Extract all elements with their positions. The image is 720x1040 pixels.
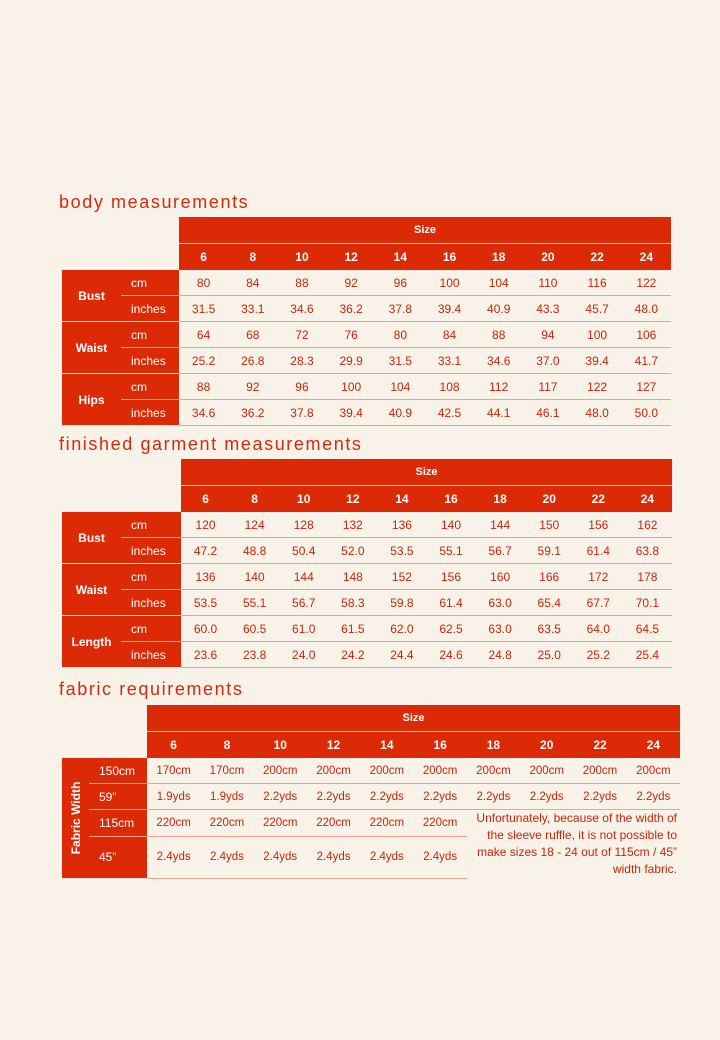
value-cell: 45.7 xyxy=(573,296,622,322)
size-header-24: 24 xyxy=(623,486,672,513)
value-cell: 40.9 xyxy=(376,400,425,426)
value-cell: 124 xyxy=(230,512,279,538)
value-cell: 2.2yds xyxy=(467,784,520,810)
value-cell: 61.5 xyxy=(328,616,377,642)
value-cell: 60.0 xyxy=(181,616,230,642)
size-header-24: 24 xyxy=(627,732,680,759)
size-header-row xyxy=(62,486,672,513)
value-cell: 122 xyxy=(573,374,622,400)
table-row xyxy=(62,270,671,296)
row-label-waist: Waist xyxy=(62,322,121,374)
value-cell: 64.0 xyxy=(574,616,623,642)
size-header-6: 6 xyxy=(147,732,200,759)
size-header-14: 14 xyxy=(376,244,425,271)
value-cell: 2.4yds xyxy=(413,836,466,878)
value-cell: 200cm xyxy=(520,758,573,784)
value-cell: 24.2 xyxy=(328,642,377,668)
fabric-width-0: 150cm xyxy=(89,758,147,784)
value-cell: 120 xyxy=(181,512,230,538)
value-cell: 37.8 xyxy=(376,296,425,322)
value-cell: 152 xyxy=(377,564,426,590)
value-cell: 156 xyxy=(426,564,475,590)
table-row xyxy=(62,538,672,564)
table-row xyxy=(62,642,672,668)
value-cell: 41.7 xyxy=(622,348,671,374)
fabric-width-1: 59” xyxy=(89,784,147,810)
finished-garment-table xyxy=(62,459,672,668)
size-caption: Size xyxy=(179,217,671,244)
section-title-body-measurements: body measurements xyxy=(59,192,250,212)
value-cell: 39.4 xyxy=(425,296,474,322)
size-header-8: 8 xyxy=(200,732,253,759)
size-header-8: 8 xyxy=(230,486,279,513)
value-cell: 25.2 xyxy=(574,642,623,668)
value-cell: 200cm xyxy=(254,758,307,784)
size-header-18: 18 xyxy=(474,244,523,271)
unit-label-inches: inches xyxy=(121,296,179,322)
value-cell: 148 xyxy=(328,564,377,590)
table-row xyxy=(62,758,680,784)
value-cell: 53.5 xyxy=(377,538,426,564)
value-cell: 96 xyxy=(277,374,326,400)
unit-label-inches: inches xyxy=(121,538,181,564)
value-cell: 56.7 xyxy=(279,590,328,616)
table-row xyxy=(62,348,671,374)
size-header-12: 12 xyxy=(328,486,377,513)
value-cell: 200cm xyxy=(413,758,466,784)
value-cell: 220cm xyxy=(147,810,200,837)
size-header-18: 18 xyxy=(467,732,520,759)
row-label-length: Length xyxy=(62,616,121,668)
table-row xyxy=(62,512,672,538)
value-cell: 100 xyxy=(425,270,474,296)
value-cell: 34.6 xyxy=(179,400,228,426)
value-cell: 50.0 xyxy=(622,400,671,426)
fabric-width-3: 45” xyxy=(89,836,147,878)
value-cell: 112 xyxy=(474,374,523,400)
value-cell: 156 xyxy=(574,512,623,538)
size-header-16: 16 xyxy=(426,486,475,513)
size-header-8: 8 xyxy=(228,244,277,271)
value-cell: 65.4 xyxy=(525,590,574,616)
value-cell: 128 xyxy=(279,512,328,538)
value-cell: 59.1 xyxy=(525,538,574,564)
size-caption: Size xyxy=(147,705,680,732)
value-cell: 67.7 xyxy=(574,590,623,616)
value-cell: 24.0 xyxy=(279,642,328,668)
size-header-16: 16 xyxy=(425,244,474,271)
value-cell: 2.2yds xyxy=(413,784,466,810)
value-cell: 29.9 xyxy=(327,348,376,374)
value-cell: 140 xyxy=(426,512,475,538)
fabric-requirements-table xyxy=(62,705,680,879)
value-cell: 24.8 xyxy=(476,642,525,668)
unit-label-cm: cm xyxy=(121,322,179,348)
value-cell: 117 xyxy=(523,374,572,400)
size-header-10: 10 xyxy=(277,244,326,271)
table-row xyxy=(62,616,672,642)
table-row xyxy=(62,374,671,400)
value-cell: 220cm xyxy=(413,810,466,837)
size-header-22: 22 xyxy=(573,244,622,271)
table-row xyxy=(62,400,671,426)
size-header-18: 18 xyxy=(476,486,525,513)
value-cell: 33.1 xyxy=(425,348,474,374)
value-cell: 40.9 xyxy=(474,296,523,322)
value-cell: 39.4 xyxy=(573,348,622,374)
value-cell: 144 xyxy=(279,564,328,590)
row-label-bust: Bust xyxy=(62,270,121,322)
value-cell: 1.9yds xyxy=(200,784,253,810)
value-cell: 200cm xyxy=(360,758,413,784)
value-cell: 162 xyxy=(623,512,672,538)
value-cell: 37.0 xyxy=(523,348,572,374)
value-cell: 59.8 xyxy=(377,590,426,616)
value-cell: 94 xyxy=(523,322,572,348)
size-header-20: 20 xyxy=(523,244,572,271)
value-cell: 88 xyxy=(179,374,228,400)
value-cell: 2.2yds xyxy=(307,784,360,810)
value-cell: 26.8 xyxy=(228,348,277,374)
value-cell: 64.5 xyxy=(623,616,672,642)
unit-label-cm: cm xyxy=(121,374,179,400)
size-header-12: 12 xyxy=(327,244,376,271)
unit-label-cm: cm xyxy=(121,564,181,590)
size-header-22: 22 xyxy=(573,732,626,759)
unit-label-cm: cm xyxy=(121,270,179,296)
value-cell: 63.0 xyxy=(476,590,525,616)
value-cell: 220cm xyxy=(307,810,360,837)
value-cell: 170cm xyxy=(147,758,200,784)
fabric-width-label: Fabric Width xyxy=(68,781,83,855)
size-header-22: 22 xyxy=(574,486,623,513)
value-cell: 62.0 xyxy=(377,616,426,642)
value-cell: 106 xyxy=(622,322,671,348)
size-header-14: 14 xyxy=(360,732,413,759)
value-cell: 2.2yds xyxy=(360,784,413,810)
value-cell: 25.4 xyxy=(623,642,672,668)
fabric-note: Unfortunately, because of the width of the sleeve ruffle, it is not possible to make sizes 18 - 24 out of 115cm / 45” width fabric. xyxy=(476,811,677,876)
value-cell: 76 xyxy=(327,322,376,348)
size-header-10: 10 xyxy=(279,486,328,513)
value-cell: 46.1 xyxy=(523,400,572,426)
value-cell: 63.5 xyxy=(525,616,574,642)
value-cell: 104 xyxy=(474,270,523,296)
value-cell: 70.1 xyxy=(623,590,672,616)
table-row xyxy=(62,590,672,616)
section-title-fabric-requirements: fabric requirements xyxy=(59,679,244,699)
value-cell: 61.0 xyxy=(279,616,328,642)
value-cell: 60.5 xyxy=(230,616,279,642)
value-cell: 72 xyxy=(277,322,326,348)
value-cell: 2.2yds xyxy=(627,784,680,810)
size-header-24: 24 xyxy=(622,244,671,271)
value-cell: 88 xyxy=(277,270,326,296)
value-cell: 24.4 xyxy=(377,642,426,668)
value-cell: 178 xyxy=(623,564,672,590)
value-cell: 92 xyxy=(228,374,277,400)
table-row xyxy=(62,296,671,322)
value-cell: 122 xyxy=(622,270,671,296)
value-cell: 160 xyxy=(476,564,525,590)
value-cell: 100 xyxy=(327,374,376,400)
value-cell: 61.4 xyxy=(574,538,623,564)
value-cell: 34.6 xyxy=(277,296,326,322)
value-cell: 42.5 xyxy=(425,400,474,426)
size-header-6: 6 xyxy=(181,486,230,513)
table-row xyxy=(62,322,671,348)
size-header-row xyxy=(62,732,680,759)
value-cell: 34.6 xyxy=(474,348,523,374)
table-row xyxy=(62,810,680,837)
value-cell: 43.3 xyxy=(523,296,572,322)
unit-label-inches: inches xyxy=(121,642,181,668)
size-header-14: 14 xyxy=(377,486,426,513)
value-cell: 44.1 xyxy=(474,400,523,426)
size-header-row xyxy=(62,244,671,271)
value-cell: 23.8 xyxy=(230,642,279,668)
value-cell: 96 xyxy=(376,270,425,296)
size-header-12: 12 xyxy=(307,732,360,759)
value-cell: 48.8 xyxy=(230,538,279,564)
value-cell: 220cm xyxy=(360,810,413,837)
value-cell: 2.4yds xyxy=(254,836,307,878)
value-cell: 31.5 xyxy=(179,296,228,322)
value-cell: 136 xyxy=(377,512,426,538)
value-cell: 150 xyxy=(525,512,574,538)
value-cell: 25.0 xyxy=(525,642,574,668)
value-cell: 2.4yds xyxy=(200,836,253,878)
value-cell: 136 xyxy=(181,564,230,590)
value-cell: 80 xyxy=(179,270,228,296)
value-cell: 100 xyxy=(573,322,622,348)
value-cell: 33.1 xyxy=(228,296,277,322)
value-cell: 127 xyxy=(622,374,671,400)
value-cell: 1.9yds xyxy=(147,784,200,810)
size-header-10: 10 xyxy=(254,732,307,759)
fabric-width-2: 115cm xyxy=(89,810,147,837)
value-cell: 84 xyxy=(425,322,474,348)
value-cell: 200cm xyxy=(467,758,520,784)
row-label-bust: Bust xyxy=(62,512,121,564)
value-cell: 23.6 xyxy=(181,642,230,668)
value-cell: 61.4 xyxy=(426,590,475,616)
value-cell: 36.2 xyxy=(327,296,376,322)
value-cell: 2.2yds xyxy=(520,784,573,810)
unit-label-inches: inches xyxy=(121,590,181,616)
value-cell: 36.2 xyxy=(228,400,277,426)
table-row xyxy=(62,564,672,590)
value-cell: 88 xyxy=(474,322,523,348)
value-cell: 200cm xyxy=(307,758,360,784)
value-cell: 55.1 xyxy=(426,538,475,564)
value-cell: 92 xyxy=(327,270,376,296)
value-cell: 220cm xyxy=(200,810,253,837)
value-cell: 39.4 xyxy=(327,400,376,426)
section-title-finished-garment: finished garment measurements xyxy=(59,434,363,454)
value-cell: 53.5 xyxy=(181,590,230,616)
value-cell: 52.0 xyxy=(328,538,377,564)
value-cell: 140 xyxy=(230,564,279,590)
value-cell: 31.5 xyxy=(376,348,425,374)
row-label-waist: Waist xyxy=(62,564,121,616)
size-header-20: 20 xyxy=(520,732,573,759)
value-cell: 64 xyxy=(179,322,228,348)
value-cell: 55.1 xyxy=(230,590,279,616)
value-cell: 24.6 xyxy=(426,642,475,668)
unit-label-inches: inches xyxy=(121,400,179,426)
body-measurements-table xyxy=(62,217,671,426)
value-cell: 2.4yds xyxy=(147,836,200,878)
value-cell: 110 xyxy=(523,270,572,296)
value-cell: 2.4yds xyxy=(360,836,413,878)
value-cell: 200cm xyxy=(573,758,626,784)
size-header-6: 6 xyxy=(179,244,228,271)
row-label-hips: Hips xyxy=(62,374,121,426)
value-cell: 28.3 xyxy=(277,348,326,374)
unit-label-inches: inches xyxy=(121,348,179,374)
value-cell: 48.0 xyxy=(573,400,622,426)
value-cell: 48.0 xyxy=(622,296,671,322)
value-cell: 50.4 xyxy=(279,538,328,564)
table-row xyxy=(62,784,680,810)
value-cell: 132 xyxy=(328,512,377,538)
unit-label-cm: cm xyxy=(121,512,181,538)
value-cell: 25.2 xyxy=(179,348,228,374)
value-cell: 47.2 xyxy=(181,538,230,564)
value-cell: 37.8 xyxy=(277,400,326,426)
value-cell: 58.3 xyxy=(328,590,377,616)
size-header-20: 20 xyxy=(525,486,574,513)
value-cell: 144 xyxy=(476,512,525,538)
value-cell: 84 xyxy=(228,270,277,296)
value-cell: 2.2yds xyxy=(573,784,626,810)
value-cell: 166 xyxy=(525,564,574,590)
value-cell: 172 xyxy=(574,564,623,590)
unit-label-cm: cm xyxy=(121,616,181,642)
value-cell: 2.2yds xyxy=(254,784,307,810)
value-cell: 170cm xyxy=(200,758,253,784)
value-cell: 56.7 xyxy=(476,538,525,564)
fabric-width-axis xyxy=(62,758,89,878)
value-cell: 104 xyxy=(376,374,425,400)
value-cell: 2.4yds xyxy=(307,836,360,878)
value-cell: 63.8 xyxy=(623,538,672,564)
value-cell: 68 xyxy=(228,322,277,348)
size-caption: Size xyxy=(181,459,672,486)
value-cell: 80 xyxy=(376,322,425,348)
value-cell: 220cm xyxy=(254,810,307,837)
value-cell: 200cm xyxy=(627,758,680,784)
value-cell: 63.0 xyxy=(476,616,525,642)
value-cell: 108 xyxy=(425,374,474,400)
value-cell: 116 xyxy=(573,270,622,296)
value-cell: 62.5 xyxy=(426,616,475,642)
size-header-16: 16 xyxy=(413,732,466,759)
